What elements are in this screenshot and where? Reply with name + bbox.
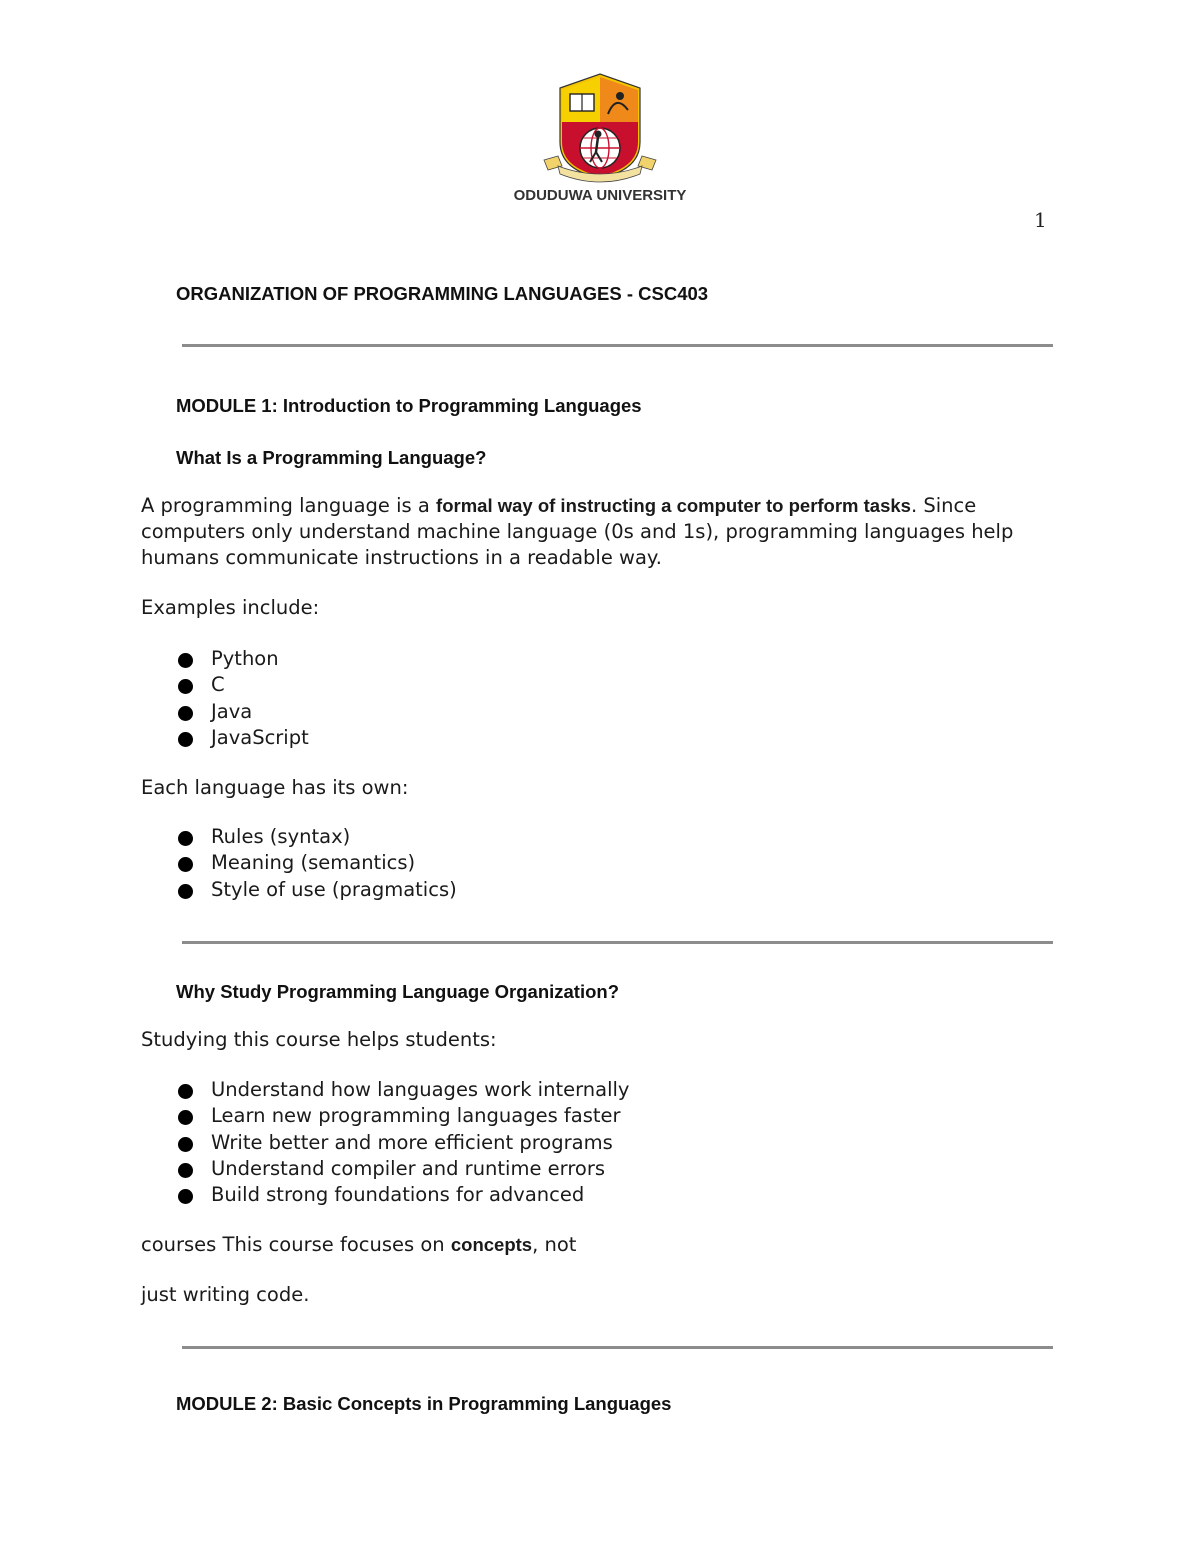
examples-label: Examples include:	[141, 596, 320, 619]
bullet-dot-icon	[178, 1189, 193, 1204]
list-item: Style of use (pragmatics)	[176, 877, 457, 903]
bullet-dot-icon	[178, 1163, 193, 1178]
horizontal-divider	[182, 941, 1053, 944]
bullet-dot-icon	[178, 679, 193, 694]
bullet-dot-icon	[178, 831, 193, 846]
list-item: Python	[176, 646, 309, 672]
bullet-dot-icon	[178, 653, 193, 668]
university-logo	[500, 70, 700, 210]
section-heading-what-is: What Is a Programming Language?	[176, 447, 487, 468]
list-item: Build strong foundations for advanced	[176, 1182, 629, 1208]
why-intro: Studying this course helps students:	[141, 1028, 497, 1051]
bullet-dot-icon	[178, 706, 193, 721]
bullet-dot-icon	[178, 732, 193, 747]
bullet-dot-icon	[178, 1110, 193, 1125]
closing-line-1: courses This course focuses on concepts, not	[141, 1233, 577, 1256]
bullet-dot-icon	[178, 1084, 193, 1099]
svg-text:ODUDUWA UNIVERSITY: ODUDUWA UNIVERSITY	[513, 187, 687, 204]
section-heading-why-study: Why Study Programming Language Organization?	[176, 981, 619, 1002]
list-item: JavaScript	[176, 725, 309, 751]
university-crest-icon	[500, 70, 700, 210]
list-item: Learn new programming languages faster	[176, 1103, 629, 1129]
own-label: Each language has its own:	[141, 776, 409, 799]
closing-line-2: just writing code.	[141, 1283, 310, 1306]
list-item: Understand compiler and runtime errors	[176, 1156, 629, 1182]
intro-emphasis: formal way of instructing a computer to perform tasks	[436, 495, 911, 516]
list-item: C	[176, 672, 309, 698]
list-item: Understand how languages work internally	[176, 1077, 629, 1103]
intro-line-3: humans communicate instructions in a readable way.	[141, 546, 662, 569]
intro-line-2: computers only understand machine language (0s and 1s), programming languages help	[141, 520, 1014, 543]
bullet-dot-icon	[178, 857, 193, 872]
list-item: Write better and more efficient programs	[176, 1130, 629, 1156]
intro-paragraph	[141, 493, 1013, 571]
course-title: ORGANIZATION OF PROGRAMMING LANGUAGES - CSC403	[176, 283, 709, 304]
examples-list	[176, 646, 309, 751]
bullet-dot-icon	[178, 884, 193, 899]
horizontal-divider	[182, 1346, 1053, 1349]
bullet-dot-icon	[178, 1137, 193, 1152]
module-2-title: MODULE 2: Basic Concepts in Programming Languages	[176, 1393, 672, 1414]
own-items-list	[176, 824, 457, 903]
module-1-title: MODULE 1: Introduction to Programming Languages	[176, 395, 642, 416]
list-item: Rules (syntax)	[176, 824, 457, 850]
list-item: Java	[176, 699, 309, 725]
closing-emphasis: concepts	[450, 1234, 533, 1255]
intro-line-1: A programming language is a formal way of instructing a computer to perform tasks. Since	[141, 494, 977, 517]
horizontal-divider	[182, 344, 1053, 347]
page-number: 1	[1034, 208, 1047, 232]
benefits-list	[176, 1077, 629, 1208]
list-item: Meaning (semantics)	[176, 850, 457, 876]
